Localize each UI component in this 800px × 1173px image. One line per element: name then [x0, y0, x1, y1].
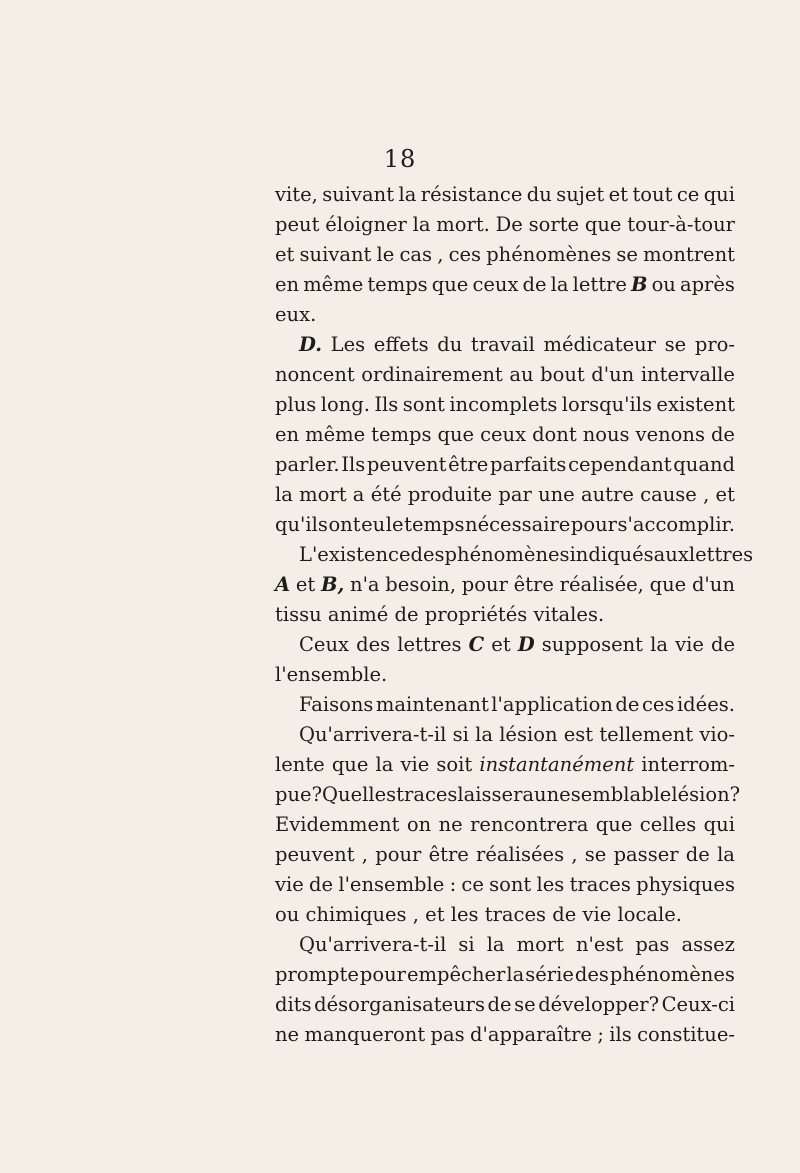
word: animé [327, 603, 389, 626]
word: parler. [275, 453, 340, 476]
text-line [275, 240, 735, 270]
text-line [275, 300, 735, 330]
word: Faisons [299, 693, 374, 716]
text-line [275, 330, 735, 360]
word: vie [400, 753, 430, 776]
word: que [595, 813, 633, 836]
word: constitue- [637, 1023, 735, 1046]
word: Qu'arrivera-t-il [299, 723, 447, 746]
word: cependant [568, 453, 672, 476]
text-line [275, 450, 735, 480]
word: mort [299, 483, 347, 506]
word: de [685, 843, 710, 866]
text-line [275, 1020, 735, 1050]
word: bout [540, 363, 585, 386]
word: venons [635, 423, 705, 446]
word: pour [359, 963, 406, 986]
word: physiques [636, 873, 735, 896]
text-line [275, 780, 741, 810]
word: médicateur [543, 333, 657, 356]
word: de [394, 603, 419, 626]
text-line [275, 360, 735, 390]
word: que [437, 423, 475, 446]
word: chimiques [305, 903, 407, 926]
text-line [275, 870, 735, 900]
word: pour [375, 843, 422, 866]
word: même [305, 423, 366, 446]
word: tellement [599, 723, 694, 746]
word: plus [275, 393, 317, 416]
word: être [513, 573, 554, 596]
word: été [370, 483, 402, 506]
word: ce [676, 183, 700, 206]
text-line [275, 660, 735, 690]
word: ou [651, 273, 676, 296]
text-line [275, 210, 735, 240]
word: eu [361, 513, 386, 536]
word: mort [516, 933, 564, 956]
word: ils [609, 1023, 632, 1046]
text-line [275, 990, 735, 1020]
word: eux. [275, 303, 317, 326]
word: les [536, 873, 565, 896]
word: au [509, 363, 534, 386]
word: phénomènes [444, 543, 570, 566]
word: pas [635, 933, 670, 956]
word: et [295, 573, 316, 596]
word: peut [275, 213, 320, 236]
word: que [584, 213, 622, 236]
word: , [412, 903, 419, 926]
letter-reference: B [631, 273, 648, 296]
word: pas [430, 1023, 465, 1046]
word: vio- [699, 723, 735, 746]
text-line [275, 570, 735, 600]
word: ordinairement [361, 363, 503, 386]
word: Ceux-ci [661, 993, 735, 1016]
word: vitales. [533, 603, 605, 626]
word: ou [275, 903, 300, 926]
word: montrent [643, 243, 735, 266]
text-line [275, 810, 735, 840]
word: nous [582, 423, 630, 446]
word: et [715, 483, 735, 506]
word: réalisée, [559, 573, 644, 596]
letter-reference: A [275, 573, 291, 596]
word: la [412, 213, 431, 236]
word: lésion? [671, 783, 741, 806]
word: ces [641, 693, 675, 716]
word: Qu'arrivera-t-il [299, 933, 447, 956]
word: indiqués [569, 543, 654, 566]
word: de [710, 633, 735, 656]
word: vite, [275, 183, 318, 206]
text-line [275, 270, 735, 300]
word: se [514, 993, 536, 1016]
word: nécessaire [465, 513, 571, 536]
word: peuvent [275, 843, 355, 866]
word: quand [673, 453, 735, 476]
word: le [385, 513, 404, 536]
word: laissera [457, 783, 535, 806]
word: éloigner [325, 213, 407, 236]
word: intervalle [640, 363, 735, 386]
word: que [649, 573, 687, 596]
word: une [538, 483, 575, 506]
word: lente [275, 753, 325, 776]
word: temps [367, 273, 428, 296]
word: , [437, 243, 444, 266]
word: dits [275, 993, 312, 1016]
word: peuvent [366, 453, 447, 476]
text-line [275, 420, 735, 450]
word: parfaits [490, 453, 567, 476]
word: en [275, 423, 300, 446]
word: effets [373, 333, 429, 356]
word: de [522, 273, 547, 296]
emphasized-word: instantanément [479, 753, 635, 776]
word: être [448, 453, 489, 476]
word: incomplets [449, 393, 558, 416]
word: la [717, 843, 735, 866]
text-line [275, 750, 735, 780]
word: se [616, 243, 638, 266]
word: empêcher [406, 963, 506, 986]
word: des [410, 543, 445, 566]
word: tout [632, 183, 673, 206]
word: l'ensemble [338, 873, 445, 896]
word: ne [275, 1023, 300, 1046]
word: après [679, 273, 735, 296]
word: mort. [436, 213, 490, 236]
word: locale. [617, 903, 682, 926]
word: autre [581, 483, 634, 506]
word: par [498, 483, 532, 506]
word: la [275, 483, 293, 506]
word: Ils [341, 453, 366, 476]
word: sorte [528, 213, 580, 236]
word: que [431, 273, 469, 296]
text-line [275, 900, 735, 930]
word: traces [396, 783, 458, 806]
word: développer? [538, 993, 660, 1016]
word: a [352, 483, 365, 506]
text-line [275, 600, 735, 630]
word: vie [582, 903, 612, 926]
word: Les [330, 333, 366, 356]
word: en [275, 273, 300, 296]
word: temps [371, 423, 432, 446]
word: L'existence [299, 543, 411, 566]
word: que [331, 753, 369, 776]
word: pro- [694, 333, 735, 356]
word: Quelles [322, 783, 397, 806]
word: les [450, 903, 479, 926]
word: temps [404, 513, 465, 536]
word: Ceux [299, 633, 350, 656]
word: lettres [688, 543, 754, 566]
word: besoin, [385, 573, 457, 596]
text-line [275, 180, 735, 210]
word: Ils [374, 393, 399, 416]
word: si [452, 723, 469, 746]
word: vie [275, 873, 304, 896]
word: sont [402, 393, 445, 416]
word: suivant [299, 243, 372, 266]
word: des [574, 963, 609, 986]
word: la [506, 963, 525, 986]
text-line [275, 930, 735, 960]
word: et [425, 903, 445, 926]
text-line [275, 840, 735, 870]
word: lorsqu'ils [561, 393, 652, 416]
word: qui [703, 813, 735, 836]
text-line [275, 540, 754, 570]
word: ces [448, 243, 482, 266]
text-line [275, 960, 735, 990]
word: Evidemment [275, 813, 400, 836]
word: sujet [556, 183, 605, 206]
word: supposent [541, 633, 644, 656]
word: long. [320, 393, 370, 416]
word: série [525, 963, 574, 986]
word: cas [399, 243, 433, 266]
word: du [437, 333, 463, 356]
letter-reference: B, [321, 573, 345, 596]
word: phénomènes [486, 243, 612, 266]
page-number: 18 [383, 145, 417, 173]
word: phénomènes [609, 963, 735, 986]
word: cause [640, 483, 697, 506]
word: , [361, 843, 368, 866]
word: désorganisateurs [314, 993, 485, 1016]
word: vie [675, 633, 704, 656]
word: être [428, 843, 469, 866]
word: prompte [275, 963, 359, 986]
word: et [491, 633, 511, 656]
word: idées. [676, 693, 735, 716]
word: n'est [575, 933, 624, 956]
text-line [275, 390, 735, 420]
word: assez [681, 933, 735, 956]
word: propriétés [424, 603, 528, 626]
word: le [376, 243, 395, 266]
word: ce [461, 873, 484, 896]
letter-reference: D. [299, 333, 323, 356]
word: noncent [275, 363, 355, 386]
word: la [550, 273, 569, 296]
word: d'apparaître [470, 1023, 592, 1046]
text-line [275, 510, 735, 540]
word: une [534, 783, 571, 806]
word: même [303, 273, 364, 296]
word: des [356, 633, 391, 656]
word: du [526, 183, 552, 206]
word: qu'ils [275, 513, 328, 536]
word: de [487, 993, 512, 1016]
word: , [703, 483, 710, 506]
word: aux [653, 543, 689, 566]
word: la [398, 183, 417, 206]
word: d'un [691, 573, 735, 596]
word: et [608, 183, 629, 206]
word: maintenant [375, 693, 489, 716]
word: semblable [570, 783, 672, 806]
word: n'a [350, 573, 380, 596]
word: suivant [322, 183, 395, 206]
word: ont [328, 513, 361, 536]
word: sont [489, 873, 532, 896]
word: la [650, 633, 668, 656]
text-line [275, 630, 735, 660]
word: l'ensemble. [275, 663, 388, 686]
word: lettre [572, 273, 627, 296]
word: d'un [591, 363, 635, 386]
word: se [584, 843, 607, 866]
letter-reference: C [468, 633, 485, 656]
word: résistance [420, 183, 523, 206]
word: de [710, 423, 735, 446]
word: pue? [275, 783, 323, 806]
word: existent [656, 393, 735, 416]
word: la [375, 753, 394, 776]
word: on [406, 813, 432, 836]
word: pour [461, 573, 508, 596]
word: De [495, 213, 523, 236]
word: lettres [397, 633, 462, 656]
word: : [449, 873, 457, 896]
word: de [615, 693, 640, 716]
word: travail [470, 333, 535, 356]
word: tissu [275, 603, 322, 626]
word: se [664, 333, 687, 356]
text-line [275, 690, 735, 720]
text-line [275, 720, 735, 750]
word: traces [569, 873, 631, 896]
body-text [275, 180, 754, 1050]
word: la [475, 723, 493, 746]
word: s'accomplir. [617, 513, 735, 536]
letter-reference: D [517, 633, 535, 656]
word: ne [438, 813, 463, 836]
word: passer [613, 843, 679, 866]
word: et [275, 243, 295, 266]
word: interrom- [641, 753, 735, 776]
word: qui [703, 183, 735, 206]
word: si [458, 933, 475, 956]
word: de [309, 873, 334, 896]
word: , [571, 843, 578, 866]
word: la [486, 933, 505, 956]
word: lésion [499, 723, 558, 746]
word: soit [436, 753, 473, 776]
word: dont [532, 423, 577, 446]
word: traces [484, 903, 547, 926]
text-line [275, 480, 735, 510]
word: tour-à-tour [627, 213, 735, 236]
word: ceux [480, 423, 527, 446]
word: produite [407, 483, 493, 506]
word: pour [570, 513, 617, 536]
word: l'application [491, 693, 613, 716]
word: celles [639, 813, 697, 836]
word: ceux [472, 273, 519, 296]
word: est [563, 723, 594, 746]
word: ; [597, 1023, 604, 1046]
word: rencontrera [470, 813, 589, 836]
word: de [552, 903, 577, 926]
word: réalisées [476, 843, 565, 866]
word: manqueront [304, 1023, 426, 1046]
